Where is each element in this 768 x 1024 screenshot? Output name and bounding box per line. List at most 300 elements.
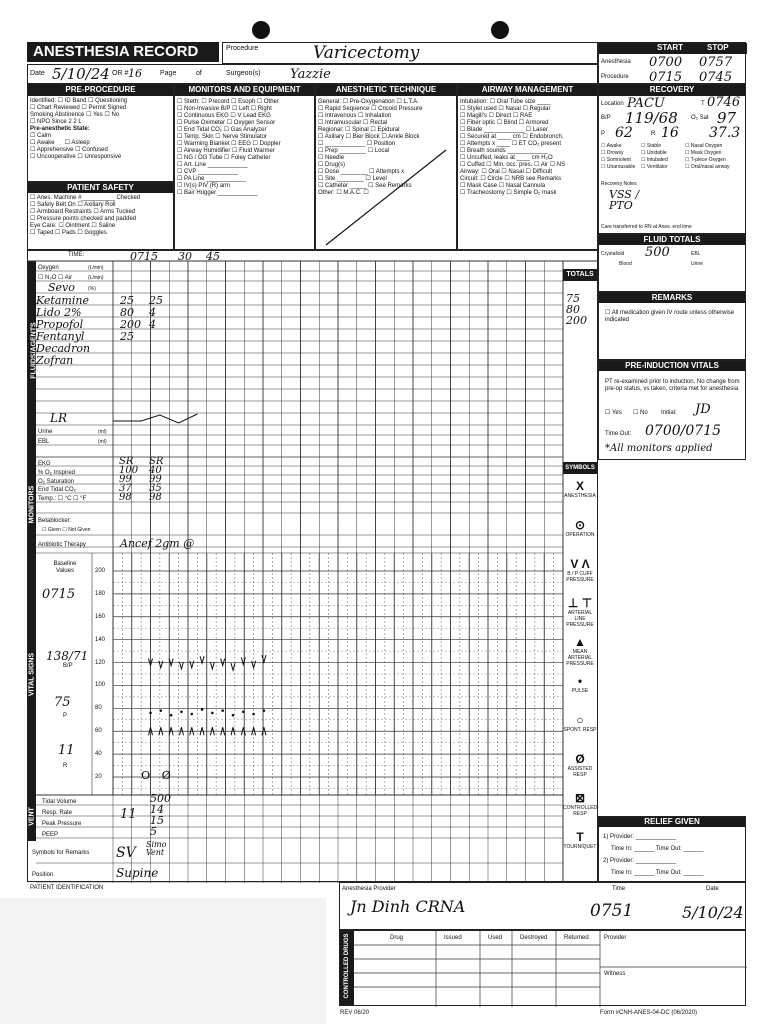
drug-dose[interactable]: 4: [149, 318, 156, 331]
anesthesia-time-label: Anesthesia: [601, 59, 631, 65]
baseline-label: Baseline Values: [53, 561, 77, 574]
drug-list: [36, 295, 112, 367]
symbols-header: SYMBOLS: [563, 462, 597, 474]
procedure-value: Varicectomy: [313, 43, 420, 63]
pulse-mark: [190, 713, 193, 716]
scale-tick-label: 20: [95, 774, 102, 780]
pre-item[interactable]: Smoking Abstinence ☐ Yes ☐ No: [30, 112, 120, 118]
drug-totals: [566, 293, 587, 326]
state-confused[interactable]: ☐ Confused: [75, 147, 108, 153]
monitor-value[interactable]: 98: [149, 492, 162, 503]
or-value[interactable]: 16: [128, 67, 142, 80]
recovery-state[interactable]: ☐ Intubated: [641, 157, 668, 163]
baseline-time: 0715: [42, 587, 76, 602]
anesthesia-times: [598, 42, 746, 84]
monitor-item[interactable]: ☐ Warming Blanket ☐ EEG ☐ Doppler: [177, 141, 281, 147]
symbols-remarks-b[interactable]: Simo Vent: [146, 840, 167, 857]
anesthesia-start[interactable]: 0700: [649, 55, 683, 70]
recovery-state[interactable]: ☐ T-piece Oxygen: [685, 157, 726, 163]
p-label: P: [601, 131, 606, 137]
procedure-field[interactable]: [222, 42, 598, 64]
airway-item[interactable]: ☐ Uncuffed, leaks at ____ cm H₂O: [460, 155, 553, 161]
monitors-title: MONITORS AND EQUIPMENT: [175, 85, 314, 96]
drug-name: Decadron: [36, 342, 91, 355]
technique-title: ANESTHETIC TECHNIQUE: [316, 85, 456, 96]
monitor-value[interactable]: SR: [119, 456, 134, 467]
monitor-values-a: [119, 457, 138, 502]
r-value[interactable]: 16: [661, 125, 679, 141]
safety-item[interactable]: ☐ Anes. Machine #__________ Checked: [30, 195, 141, 201]
monitor-item[interactable]: ☐ Steth: ☐ Precord ☐ Esoph ☐ Other: [177, 99, 279, 105]
monitor-item[interactable]: ☐ Temp. Skin ☐ Nerve Stimulator: [177, 134, 268, 140]
technique-item[interactable]: ☐ Site ________ ☐ Level: [318, 176, 387, 182]
location-value[interactable]: PACU: [627, 96, 665, 111]
drug-dose[interactable]: 4: [149, 306, 156, 319]
urine-total-label: Urine: [691, 261, 703, 267]
monitor-rows: [38, 460, 86, 504]
urine-label: Urine: [38, 429, 53, 435]
airway-item[interactable]: ☐ Fiber optic ☐ Blind ☐ Armored: [460, 120, 549, 126]
drug-doses-b: [149, 295, 169, 331]
r-label: R: [651, 131, 656, 137]
t-value[interactable]: 0746: [707, 95, 741, 110]
monitor-item[interactable]: ☐ Continuous EKG ☐ V Lead EKG: [177, 113, 271, 119]
state-awake[interactable]: ☐ Awake: [30, 140, 55, 146]
form-number: Form #CNH-ANES-04-DC (06/2020): [600, 1010, 698, 1016]
airway-item[interactable]: Airway: ☐ Oral ☐ Nasal ☐ Difficult: [460, 169, 553, 175]
symbol-label: B / P CUFF PRESSURE: [566, 571, 594, 583]
bp-baseline-label: B/P: [63, 663, 73, 669]
ebl-total-label: EBL: [691, 251, 701, 257]
controlled-label: CONTROLLED DRUGS: [344, 933, 350, 999]
airway-item[interactable]: ☐ Secured at ____ cm ☐ Endobronch.: [460, 134, 564, 140]
symbol-legend-item: [563, 752, 597, 778]
symbol-glyph: ⊙: [574, 518, 586, 532]
drug-total[interactable]: 200: [566, 314, 587, 327]
monitor-value[interactable]: 98: [119, 492, 132, 503]
technique-item[interactable]: ☐ Intravenous ☐ Inhalation: [318, 113, 392, 119]
symbol-label: MEAN ARTERIAL PRESSURE: [566, 649, 594, 667]
airway-item[interactable]: ☐ Blade ____________ ☐ Laser: [460, 127, 548, 133]
scale-tick-label: 160: [95, 613, 106, 620]
scale-tick-label: 200: [95, 568, 106, 574]
blood-label: Blood: [619, 261, 632, 267]
symbol-label: TOURNIQUET: [563, 844, 597, 850]
scale-tick-label: 120: [95, 659, 106, 666]
symbol-label: PULSE: [571, 688, 589, 694]
symbol-legend-item: [563, 596, 597, 628]
vent-value[interactable]: 5: [150, 825, 157, 838]
side-label-vitals: VITAL SIGNS: [28, 652, 36, 697]
pulse-mark: [232, 714, 235, 717]
symbol-glyph: Ø: [575, 752, 585, 766]
bp-systolic-mark: [210, 662, 214, 669]
airway-item[interactable]: ☐ Stylet used ☐ Nasal ☐ Regular: [460, 106, 551, 112]
operation-mark: O: [141, 769, 151, 782]
recovery-state[interactable]: ☐ Awake: [601, 143, 622, 149]
initial-value[interactable]: JD: [695, 402, 711, 417]
col-drug: Drug: [390, 935, 404, 941]
patient-id-redacted: [0, 898, 326, 1024]
symbol-glyph: ○: [576, 713, 584, 727]
p-value[interactable]: 62: [615, 125, 633, 141]
procedure-label: Procedure: [226, 45, 259, 52]
ebl-unit: (ml): [98, 439, 107, 445]
symbol-legend-item: [563, 830, 597, 850]
symbol-label: OPERATION: [565, 532, 595, 538]
resp-rate-baseline[interactable]: 11: [120, 807, 137, 822]
no-checkbox[interactable]: ☐ No: [633, 410, 648, 416]
recovery-state[interactable]: ☐ Nasal Oxygen: [685, 143, 723, 149]
agent-n2o: ☐ N₂O ☐ Air: [38, 275, 73, 281]
time-mark-30: 30: [178, 250, 192, 263]
fluid-lr-label: LR: [50, 411, 68, 425]
drug-name: Ketamine: [36, 294, 89, 307]
symbol-label: ARTERIAL LINE PRESSURE: [566, 610, 594, 628]
col-witness: Witness: [604, 971, 626, 977]
vent-rows: [42, 797, 81, 841]
technique-item[interactable]: ☐ Dose ________ ☐ Attempts x: [318, 169, 405, 175]
side-label-vent: VENT: [28, 807, 36, 826]
monitor-value[interactable]: 100: [119, 465, 139, 476]
monitor-value[interactable]: 37: [119, 483, 132, 494]
safety-item[interactable]: ☐ Safety Belt On ☐ Axillary Roll: [30, 202, 116, 208]
antibiotic-label: Antibiotic Therapy: [38, 542, 86, 548]
state-asleep[interactable]: ☐ Asleep: [64, 140, 90, 146]
assisted-resp-mark: Ø: [161, 769, 171, 782]
date-row: [27, 64, 598, 84]
patient-id-label: PATIENT IDENTIFICATION: [30, 885, 104, 891]
bp-systolic-mark: [179, 662, 183, 669]
recovery-notes-label: Recovery Notes: [601, 181, 637, 187]
bp-systolic-mark: [262, 655, 266, 662]
footer-time-value[interactable]: 0751: [590, 901, 634, 921]
monitor-item[interactable]: ☐ End Tidal CO₂ ☐ Gas Analyzer: [177, 127, 267, 133]
monitor-row-label: Temp.: ☐ °C ☐ °F: [38, 496, 87, 503]
technique-item[interactable]: ☐ ____________ ☐ Position: [318, 141, 396, 147]
agent-oxygen-unit: (L/min): [88, 265, 104, 271]
stop-label: STOP: [707, 43, 729, 52]
relief-provider-2[interactable]: 2) Provider: ____________: [603, 858, 676, 864]
monitor-value[interactable]: 40: [149, 465, 162, 476]
main-grid: [27, 250, 598, 882]
drug-dose[interactable]: 80: [120, 306, 134, 319]
state-calm[interactable]: ☐ Calm: [30, 133, 52, 139]
symbol-legend-item: [563, 635, 597, 667]
relief-time-2[interactable]: Time In: ______ Time Out: ______: [611, 870, 704, 876]
col-used: Used: [488, 935, 503, 941]
symbol-glyph: ⊠: [574, 791, 586, 805]
scale-tick-label: 180: [95, 590, 106, 597]
monitor-item[interactable]: ☐ Bair Hugger ____________: [177, 190, 258, 196]
monitor-item[interactable]: ☐ Pulse Oximeter ☐ Oxygen Sensor: [177, 120, 276, 126]
scale-tick-label: 40: [95, 751, 102, 758]
crystalloid-label: Crystalloid: [601, 251, 625, 257]
airway-item[interactable]: ☐ Breath sounds ____________: [460, 148, 548, 154]
recovery-section: [598, 84, 746, 234]
p-baseline-label: P: [63, 713, 68, 719]
vent-row-label: Resp. Rate: [42, 810, 73, 816]
safety-item[interactable]: ☐ Pressure points checked and padded: [30, 216, 137, 222]
rev-label: REV 06/20: [340, 1010, 370, 1016]
transfer-label: Care transferred to RN at Anes. end time: [601, 224, 692, 230]
safety-item[interactable]: ☐ Armboard Restraints ☐ Arms Tucked: [30, 209, 136, 215]
drug-dose[interactable]: 25: [149, 294, 163, 307]
time-label: TIME:: [68, 252, 84, 258]
agent-sevo-unit: (%): [88, 286, 96, 292]
monitors-section: [174, 84, 315, 250]
punch-hole-right: [491, 21, 509, 39]
t-label: T: [701, 101, 705, 107]
technique-item[interactable]: ☐ Axillary ☐ Bier Block ☐ Ankle Block: [318, 134, 420, 140]
technique-section: [315, 84, 457, 250]
airway-item[interactable]: ☐ Magill's ☐ Direct ☐ RAE: [460, 113, 533, 119]
monitor-item[interactable]: ☐ CVP ____________: [177, 169, 238, 175]
temp-value[interactable]: 37.3: [709, 125, 741, 141]
start-label: START: [657, 43, 684, 52]
monitor-item[interactable]: ☐ Non-Invasive B/P ☐ Left ☐ Right: [177, 106, 272, 112]
technique-item[interactable]: ☐ Drug(s): [318, 162, 346, 168]
position-value[interactable]: Supine: [116, 866, 159, 880]
drug-dose[interactable]: 200: [120, 318, 141, 331]
bp-value[interactable]: 119/68: [625, 109, 678, 127]
technique-item[interactable]: ☐ Intramuscular ☐ Rectal: [318, 120, 388, 126]
symbol-glyph: T: [576, 830, 584, 844]
pulse-mark: [160, 709, 163, 712]
side-label-fluids: FLUIDS/AGENTS: [30, 322, 38, 379]
position-label: Position: [32, 872, 54, 878]
procedure-time-label: Procedure: [601, 74, 629, 80]
r-baseline: 11: [58, 743, 75, 758]
drug-total[interactable]: 75: [566, 292, 580, 305]
symbol-legend-item: [563, 791, 597, 817]
monitor-item[interactable]: ☐ Art. Line ____________: [177, 162, 248, 168]
airway-item[interactable]: Intubation: ☐ Oral Tube size ____: [460, 99, 551, 105]
initial-label: Initial:: [661, 410, 677, 416]
monitor-row-label: % O₂ Inspired: [38, 469, 76, 476]
recovery-state[interactable]: ☐ Stable: [641, 143, 662, 149]
recovery-state-grid: [601, 143, 745, 171]
symbols-remarks-a[interactable]: SV: [116, 845, 136, 861]
monitor-item[interactable]: ☐ PA Line ____________: [177, 176, 246, 182]
pulse-mark: [242, 710, 245, 713]
anesthesia-stop[interactable]: 0757: [699, 55, 733, 70]
pulse-mark: [201, 708, 204, 711]
totals-header: TOTALS: [563, 269, 597, 281]
bp-systolic-mark: [159, 661, 163, 668]
vent-row-label: Tidal Volume: [42, 799, 77, 805]
scale-tick-label: 140: [95, 636, 106, 643]
pre-item[interactable]: ☐ NPO Since 2 2 L: [30, 119, 82, 125]
timeout-label: Time Out:: [605, 431, 632, 437]
drug-dose[interactable]: 25: [120, 294, 134, 307]
vent-row-label: PEEP: [42, 832, 59, 838]
timeout-value[interactable]: 0700/0715: [645, 423, 721, 439]
monitor-row-label: End Tidal CO₂: [38, 487, 77, 494]
recovery-state[interactable]: ☐ Mask Oxygen: [685, 150, 722, 156]
technique-item[interactable]: ☐ Catheter _____ ☐ See Remarks: [318, 183, 412, 189]
crystalloid-value[interactable]: 500: [645, 245, 670, 260]
bp-systolic-mark: [169, 659, 173, 666]
safety-item[interactable]: Eye Care: ☐ Ointment ☐ Saline: [30, 223, 116, 229]
relief-time-1[interactable]: Time In: ______ Time Out: ______: [611, 846, 704, 852]
pulse-mark: [221, 709, 224, 712]
pre-induction-text: PT re-examined prior to induction. No change from pre-op status, vs taken, criteria met for anesthesia: [605, 379, 740, 392]
monitor-item[interactable]: ☐ IV(s) PIV (R) arm: [177, 183, 231, 189]
airway-item[interactable]: Circuit: ☐ Circle ☐ NRB see Remarks: [460, 176, 562, 182]
vent-value[interactable]: 14: [150, 803, 164, 816]
remarks-section: [598, 292, 746, 360]
urine-unit: (ml): [98, 429, 107, 435]
lr-fluid-line: [113, 414, 197, 423]
monitors-note[interactable]: *All monitors applied: [605, 443, 713, 454]
scale-tick-label: 60: [95, 728, 102, 735]
antibiotic-value[interactable]: Ancef 2gm @: [120, 537, 195, 550]
fluid-totals-title: FLUID TOTALS: [599, 235, 745, 245]
airway-item[interactable]: ☐ Tracheostomy ☐ Simple O₂ mask: [460, 190, 557, 196]
provider-value[interactable]: Jn Dinh CRNA: [350, 897, 466, 916]
technique-item[interactable]: ☐ Prep ________ ☐ Local: [318, 148, 390, 154]
o2sat-value[interactable]: 97: [717, 109, 737, 127]
agent-sevo: Sevo: [48, 281, 75, 294]
surgeon-value[interactable]: Yazzie: [290, 67, 331, 82]
procedure-start[interactable]: 0715: [649, 70, 683, 85]
symbol-glyph: ▲: [574, 635, 586, 649]
p-baseline: 75: [54, 695, 71, 710]
symbol-label: CONTROLLED RESP: [563, 805, 598, 817]
state-apprehensive[interactable]: ☐ Apprehensive: [30, 147, 74, 153]
surgeon-label: Surgeon(s): [226, 70, 261, 77]
recovery-state[interactable]: ☐ Unstable: [641, 150, 667, 156]
monitor-value[interactable]: 99: [149, 474, 162, 485]
footer-date-value[interactable]: 5/10/24: [682, 903, 744, 922]
bp-systolic-mark: [221, 659, 225, 666]
drug-table-lines: [340, 931, 747, 1007]
technique-item[interactable]: Regional: ☐ Spinal ☐ Epidural: [318, 127, 400, 133]
symbol-glyph: ⊥ ⊤: [567, 596, 593, 610]
scale-tick-label: 100: [95, 682, 106, 689]
recovery-state[interactable]: ☐ Ventilator: [641, 164, 668, 170]
relief-provider-1[interactable]: 1) Provider: ____________: [603, 834, 676, 840]
pre-item[interactable]: ☐ Chart Reviewed ☐ Permit Signed: [30, 105, 127, 111]
pulse-mark: [170, 714, 173, 717]
drug-name: Propofol: [36, 318, 84, 331]
o2sat-label: O₂ Sat: [691, 115, 709, 121]
time-mark-45: 45: [206, 250, 220, 263]
safety-item[interactable]: ☐ Taped ☐ Pads ☐ Goggles: [30, 230, 107, 236]
betablocker-options[interactable]: ☐ Given ☐ Not Given: [42, 527, 91, 533]
pulse-mark: [263, 709, 266, 712]
symbol-label: SPONT. RESP: [563, 727, 597, 733]
date-value[interactable]: 5/10/24: [52, 65, 110, 83]
technique-item[interactable]: Other: ☐ M.A.C. ☐: [318, 190, 369, 196]
agent-n2o-unit: (L/min): [88, 275, 104, 281]
monitor-item[interactable]: ☐ Airway Humidifier ☐ Fluid Warmer: [177, 148, 275, 154]
punch-hole-left: [252, 21, 270, 39]
pre-procedure-section: [27, 84, 174, 182]
pre-induction-section: [598, 360, 746, 460]
pulse-mark: [211, 712, 214, 715]
agent-oxygen: Oxygen: [38, 265, 59, 271]
symbol-label: ASSISTED RESP: [567, 766, 593, 778]
drug-total[interactable]: 80: [566, 303, 580, 316]
airway-title: AIRWAY MANAGEMENT: [458, 85, 597, 96]
vent-value[interactable]: 15: [150, 814, 164, 827]
grid-lines: [28, 251, 599, 883]
bp-label: B/P: [601, 115, 611, 121]
betablocker-label: Betablocker:: [38, 518, 72, 524]
airway-item[interactable]: ☐ Attempts x ____ ☐ ET CO₂ present: [460, 141, 562, 147]
symbol-legend-item: [563, 479, 597, 499]
monitor-value[interactable]: 99: [119, 474, 132, 485]
pulse-mark: [149, 712, 152, 715]
remarks-title: REMARKS: [599, 293, 745, 303]
provider-label: Anesthesia Provider: [342, 886, 396, 892]
time-mark-0715: 0715: [130, 250, 158, 263]
monitor-value[interactable]: 35: [149, 483, 162, 494]
col-destroyed: Destroyed: [520, 935, 548, 941]
airway-item[interactable]: ☐ Cuffed ☐ Min. occ. pres. ☐ Air ☐ NS: [460, 162, 566, 168]
procedure-stop[interactable]: 0745: [699, 70, 733, 85]
pre-induction-title: PRE-INDUCTION VITALS: [599, 361, 745, 371]
ebl-label: EBL: [38, 439, 50, 445]
side-label-monitors: MONITORS: [28, 485, 36, 524]
technique-item[interactable]: General: ☐ Pre-Oxygenation ☐ L.T.A.: [318, 99, 419, 105]
symbols-remarks-label: Symbols for Remarks: [32, 850, 90, 856]
pre-item[interactable]: Identified: ☐ ID Band ☐ Questioning: [30, 98, 128, 104]
recovery-state[interactable]: ☐ Unarousable: [601, 164, 636, 170]
recovery-state[interactable]: ☐ Somnolent: [601, 157, 631, 163]
pulse-mark: [180, 710, 183, 713]
footer-time-label: Time: [612, 886, 626, 892]
symbol-legend-item: [563, 518, 597, 538]
monitor-row-label: EKG: [38, 461, 51, 467]
drug-dose[interactable]: 25: [120, 330, 134, 343]
recovery-notes-value[interactable]: VSS / PTO: [609, 188, 640, 212]
state-unresponsive[interactable]: ☐ Unresponsive: [77, 154, 122, 160]
state-uncooperative[interactable]: ☐ Uncooperative: [30, 154, 76, 160]
controlled-drugs-table: [339, 930, 746, 1006]
drug-doses-a: [120, 295, 140, 343]
pre-procedure-title: PRE-PROCEDURE: [28, 85, 173, 96]
symbol-legend-item: [563, 713, 597, 733]
monitor-item[interactable]: ☐ NG / OG Tube ☐ Foley Catheter: [177, 155, 271, 161]
drug-name: Zofran: [36, 354, 74, 367]
airway-section: [457, 84, 598, 250]
symbol-glyph: V Λ: [570, 557, 590, 571]
page-label: Page: [160, 70, 177, 77]
footer-date-label: Date: [706, 886, 719, 892]
symbol-glyph: •: [577, 674, 583, 688]
vent-values: [150, 793, 171, 837]
vent-value[interactable]: 500: [150, 792, 171, 805]
symbol-glyph: X: [575, 479, 584, 493]
recovery-state[interactable]: ☐ Oral/nasal airway: [685, 164, 730, 170]
recovery-state[interactable]: ☐ Drowsy: [601, 150, 624, 156]
technique-item[interactable]: ☐ Rapid Sequence ☐ Cricoid Pressure: [318, 106, 423, 112]
symbol-legend-item: [563, 674, 597, 694]
technique-item[interactable]: ☐ Needle: [318, 155, 345, 161]
monitor-value[interactable]: SR: [149, 456, 164, 467]
airway-item[interactable]: ☐ Mask Case ☐ Nasal Cannula: [460, 183, 546, 189]
patient-safety-title: PATIENT SAFETY: [28, 183, 173, 193]
remarks-text[interactable]: ☐ All medication given IV route unless otherwise indicated: [605, 310, 735, 323]
bp-baseline: 138/71: [46, 649, 89, 663]
bp-systolic-mark: [231, 663, 235, 670]
col-provider: Provider: [604, 935, 627, 941]
col-issued: Issued: [444, 935, 462, 941]
yes-checkbox[interactable]: ☐ Yes: [605, 410, 622, 416]
